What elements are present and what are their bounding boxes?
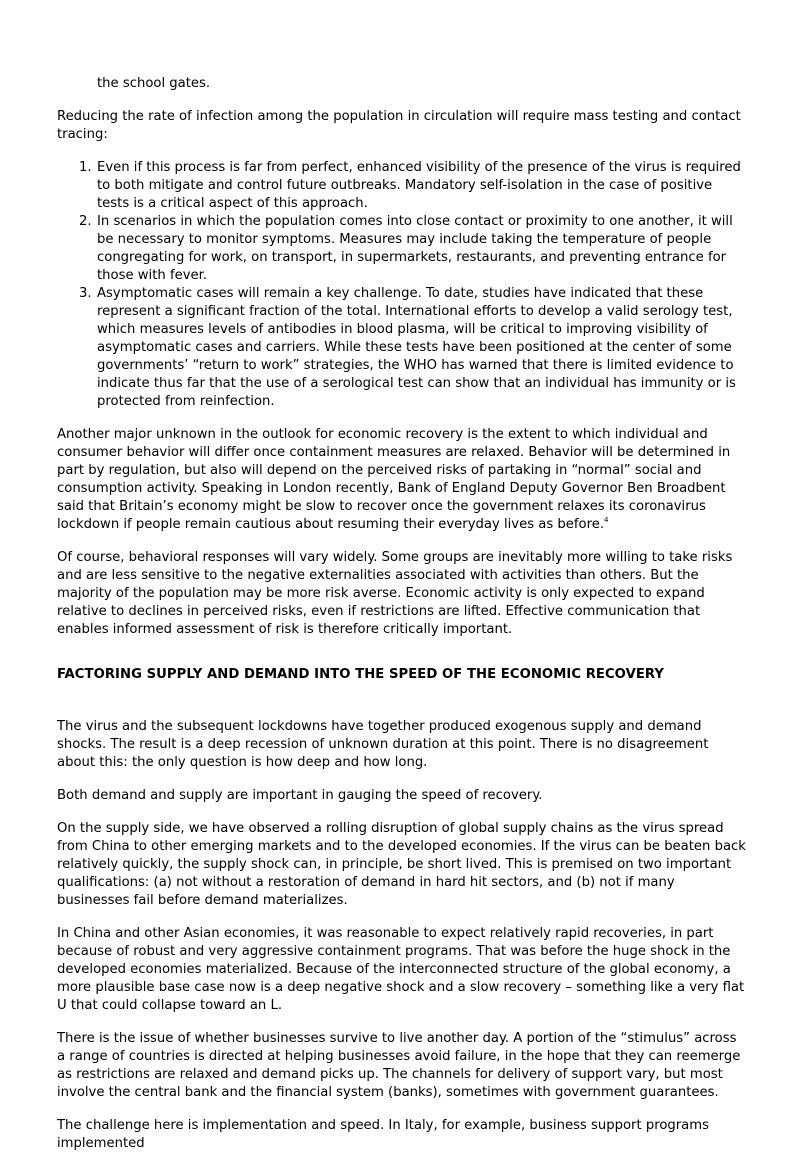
testing-intro-paragraph: Reducing the rate of infection among the population in circulation will require mass testing and contact tracing: — [57, 109, 741, 142]
list-item-text: Even if this process is far from perfect, enhanced visibility of the presence of the virus is required to both mitigate and control future outbreaks. Mandatory self-isolation in the case of positive tests is a critical aspect of this approach. — [97, 160, 741, 211]
section-heading: FACTORING SUPPLY AND DEMAND INTO THE SPEED OF THE ECONOMIC RECOVERY — [57, 667, 664, 682]
demand-supply-paragraph: Both demand and supply are important in gauging the speed of recovery. — [57, 788, 543, 803]
list-number: 2. — [79, 214, 92, 229]
china-asia-paragraph: In China and other Asian economies, it was reasonable to expect relatively rapid recoveries, in part because of robust and very aggressive containment programs. That was before the huge shock in the developed economies materialized. Because of the interconnected structure of the global economy, a more plausible base case now is a deep negative shock and a slow recovery – something like a very flat U that could collapse toward an L. — [57, 926, 745, 1013]
list-number: 1. — [79, 160, 92, 175]
business-survival-paragraph: There is the issue of whether businesses survive to live another day. A portion of the “stimulus” across a range of countries is directed at helping businesses avoid failure, in the hope that they can reemerge as restrictions are relaxed and demand picks up. The channels for delivery of support vary, but most involve the central bank and the financial system (banks), sometimes with government guarantees. — [57, 1031, 741, 1100]
behavior-text: Another major unknown in the outlook for economic recovery is the extent to which individual and consumer behavior will differ once containment measures are relaxed. Behavior will be determined in part by regulation, but also will depend on the perceived risks of partaking in “normal” social and consumption activity. Speaking in London recently, Bank of England Deputy Governor Ben Broadbent said that Britain’s economy might be slow to recover once the government relaxes its coronavirus lockdown if people remain cautious about resuming their everyday lives as before. — [57, 427, 731, 532]
list-item-text: In scenarios in which the population comes into close contact or proximity to one another, it will be necessary to monitor symptoms. Measures may include taking the temperature of people congregating for work, on transport, in supermarkets, restaurants, and preventing entrance for those with fever. — [97, 214, 733, 283]
list-item — [57, 285, 747, 411]
implementation-paragraph: The challenge here is implementation and speed. In Italy, for example, business support programs implemented — [57, 1118, 709, 1151]
list-item — [57, 213, 747, 285]
continuation-text: the school gates. — [97, 76, 211, 91]
supply-side-paragraph: On the supply side, we have observed a rolling disruption of global supply chains as the virus spread from China to other emerging markets and to the developed economies. If the virus can be beaten back relatively quickly, the supply shock can, in principle, be short lived. This is premised on two important qualifications: (a) not without a restoration of demand in hard hit sectors, and (b) not if many businesses fail before demand materializes. — [57, 821, 746, 908]
list-item — [57, 159, 747, 213]
shocks-paragraph: The virus and the subsequent lockdowns have together produced exogenous supply and demand shocks. The result is a deep recession of unknown duration at this point. There is no disagreement about this: the only question is how deep and how long. — [57, 719, 709, 770]
list-item-text: Asymptomatic cases will remain a key challenge. To date, studies have indicated that these represent a significant fraction of the total. International efforts to develop a valid serology test, which measures levels of antibodies in blood plasma, will be critical to improving visibility of asymptomatic cases and carriers. While these tests have been positioned at the center of some governments’ “return to work” strategies, the WHO has warned that there is limited evidence to indicate thus far that the use of a serological test can show that an individual has immunity or is protected from reinfection. — [97, 286, 736, 409]
document-page — [57, 75, 747, 1168]
measures-list — [57, 159, 747, 411]
footnote-reference[interactable]: 4 — [604, 516, 609, 524]
list-number: 3. — [79, 286, 92, 301]
responses-paragraph: Of course, behavioral responses will vary widely. Some groups are inevitably more willing to take risks and are less sensitive to the negative externalities associated with activities than others. But the majority of the population may be more risk averse. Economic activity is only expected to expand relative to declines in perceived risks, even if restrictions are lifted. Effective communication that enables informed assessment of risk is therefore critically important. — [57, 550, 733, 637]
behavior-paragraph — [57, 426, 747, 534]
